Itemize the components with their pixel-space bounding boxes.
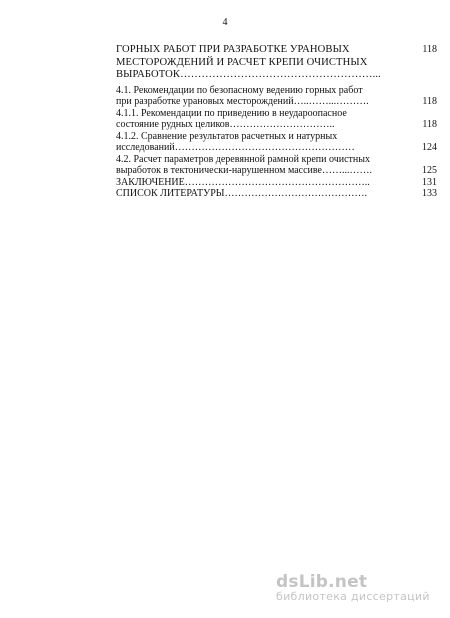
- toc-entry-text: [116, 188, 400, 200]
- watermark-logo-main: dsLib: [276, 572, 329, 592]
- toc-entry-chapter-4-cont: [116, 44, 437, 82]
- toc-entry-4-2: [116, 154, 437, 177]
- toc-line: 4.2. Расчет параметров деревянной рамной крепи очистных: [116, 153, 370, 165]
- toc-page-number: 131: [422, 176, 437, 188]
- toc-entry-text: [116, 154, 400, 177]
- toc-entry-conclusion: [116, 177, 437, 189]
- toc-page-number: 118: [422, 44, 437, 55]
- watermark-logo: [276, 572, 446, 592]
- toc-entry-text: [116, 108, 400, 131]
- dslib-watermark: [276, 572, 446, 603]
- toc-line: 4.1.2. Сравнение результатов расчетных и натурных: [116, 130, 338, 142]
- toc-page-number: 133: [422, 188, 437, 199]
- toc-line: исследований………………………………………………: [116, 142, 355, 153]
- toc-line: СПИСОК ЛИТЕРАТУРЫ…………………………………….: [116, 188, 367, 199]
- toc-entry-4-1-1: [116, 108, 437, 131]
- toc-line: выработок в тектонически-нарушенном массиве……...…….: [116, 165, 372, 176]
- toc-line: при разработке урановых месторождений…..……...……….: [116, 96, 369, 107]
- toc-line: 4.1. Рекомендации по безопасному ведению горных работ: [116, 84, 363, 96]
- toc-page-number: 118: [422, 119, 437, 130]
- toc-page-number: 125: [422, 165, 437, 176]
- toc-entry-text: [116, 131, 400, 154]
- toc-line: 4.1.1. Рекомендации по приведению в неудароопасное: [116, 107, 347, 119]
- watermark-logo-suffix: .net: [328, 572, 368, 592]
- toc-entry-text: [116, 177, 400, 189]
- toc-entry-text: [116, 85, 400, 108]
- toc-entry-4-1-2: [116, 131, 437, 154]
- watermark-subtitle: библиотека диссертаций: [276, 590, 430, 603]
- table-of-contents: [116, 44, 437, 200]
- toc-line: ВЫРАБОТОК………………………………………………...: [116, 69, 381, 80]
- toc-entry-text: [116, 44, 400, 82]
- toc-line: МЕСТОРОЖДЕНИЙ И РАСЧЕТ КРЕПИ ОЧИСТНЫХ: [116, 56, 368, 68]
- toc-page-number: 118: [422, 96, 437, 107]
- toc-entry-4-1: [116, 85, 437, 108]
- page-number: 4: [222, 17, 228, 28]
- toc-line: ГОРНЫХ РАБОТ ПРИ РАЗРАБОТКЕ УРАНОВЫХ: [116, 44, 350, 55]
- toc-entry-references: [116, 188, 437, 200]
- toc-line: состояние рудных целиков…………………………..: [116, 119, 335, 130]
- toc-line: ЗАКЛЮЧЕНИЕ………………………………………………..: [116, 176, 370, 188]
- toc-page-number: 124: [422, 142, 437, 153]
